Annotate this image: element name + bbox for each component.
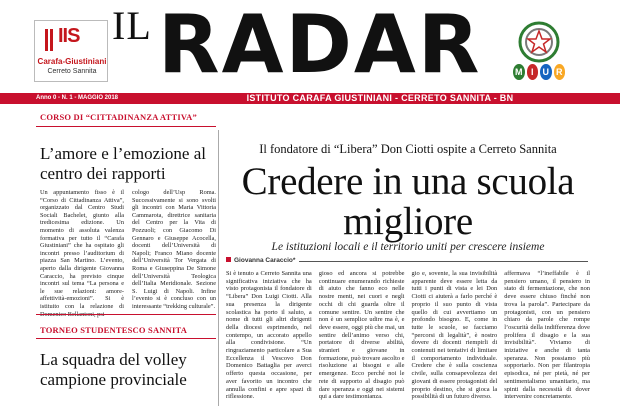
main-article-body	[226, 270, 590, 406]
article-column: gio e, sovente, la sua invisibilità apparente deve essere letta da tutti i punti di vista e lei Don Ciotti ci aiuterà a farlo perché è proprio il suo punto di vista quello di cui avvertiamo un profondo bisogno. E, come in tutte le scuole, se facciamo “percorsi di legalità”, è nostro dovere di docenti riempirli di contenuti nei tentativi di limitare il comportamento individuale. Credere che è sulla coscienza civile, sulla consapevolezza dei giovani di essere protagonisti del proprio destino, che si gioca la possibilità di un futuro diverso.	[411, 270, 498, 401]
masthead	[0, 0, 620, 93]
article-column: cologo dell’Usp Roma. Successivamente si sono svolti gli incontri con Maria Vittoria Cammarota, direttrice sanitaria del Centro per la Vita di Pozzuoli; con Giacomo Di Gennaro e Giuseppe Acocella, docenti dell’Università di Napoli; Franco Miano docente dell’Università Tor Vergata di Roma e Giuseppina De Simone dell’Università Teologica dell’Italia Meridionale. Sezione S. Luigi di Napoli. Infine l’evento si è concluso con un interessante “trekking culturale”.	[132, 189, 216, 310]
article-column: Un appuntamento fisso è il “Corso di Cittadinanza Attiva”, organizzato dal Centro Studi Sociali Bachelet, giunto alla tredicesima edizione. Un momento di assoluta valenza formativa per tutto il “Carafa Giustiniani” che ha ospitato gli incontri presso l’auditorium di piazza San Martino. L’evento, aperto dalla dirigente Giovanna Caraccio, ha previsto cinque incontri sul tema “La persona e le sue relazioni: amore-affettività-emozioni”. Si è istituito con la relazione di	[40, 189, 124, 310]
section-divider	[36, 338, 216, 339]
issue-info: Anno 0 - N. 1 - MAGGIO 2018	[36, 95, 119, 101]
school-logo[interactable]	[34, 20, 108, 82]
miur-logo	[513, 64, 565, 84]
article-headline-amore[interactable]: L’amore e l’emozione al centro dei rapporti	[40, 144, 206, 183]
main-headline[interactable]: Credere in una scuola migliore	[241, 160, 575, 243]
miur-letter: R	[554, 64, 566, 80]
article-body-amore	[40, 189, 216, 310]
article-column: Si è tenuto a Cerreto Sannita una significativa iniziativa che ha visto protagonista il fondatore di “Libera” Don Luigi Ciotti. Alla sua presenza la dirigente scolastica ha porto il saluto, a nome di tutti gli altri dirigenti della diocesi esprimendo, nel contempo, un accorato appello alla condivisione. “Un ringraziamento particolare a Sua Eccellenza il Vescovo Don Domenico Battaglia per averci offerto questa occasione, per aver favorito un incontro che annulla confini e apre spazi di riflessione.	[226, 270, 312, 401]
byline-row	[226, 258, 588, 268]
miur-letter: M	[513, 64, 525, 80]
article-subhead: Le istituzioni locali e il territorio uniti per crescere insieme	[271, 241, 545, 253]
logo-town: Cerreto Sannita	[47, 68, 97, 75]
miur-letter: I	[527, 64, 539, 80]
italian-republic-emblem-icon	[515, 20, 563, 64]
left-column	[36, 104, 216, 406]
logo-name: Carafa-Giustiniani	[37, 57, 107, 66]
article-column: affermava “l’ineffabile è il pensiero umano, il pensiero in stato di fermentazione, che non deve essere chiuso finché non trova la parola”. Partecipare da protagonisti, con un pensiero chiaro da parole che rompe l’oscurità della indifferenza dove prolifera il disagio e la sua invisibilità”. Viviamo di iniziative e anche di tanta speranza. Non possiamo più sopportarlo. Non per filantropia episodica, né per pietà, né per sentimentalismo umanitario, ma spinti dalla necessità di dover intervenire concretamente.	[504, 270, 590, 401]
byline	[226, 257, 299, 264]
byline-marker-icon	[226, 257, 231, 262]
header-ribbon	[0, 93, 620, 104]
section-divider	[36, 126, 216, 127]
school-name: ISTITUTO CARAFA GIUSTINIANI - CERRETO SANNITA - BN	[246, 93, 514, 103]
logo-mark: IIS	[58, 25, 80, 47]
article-headline-volley[interactable]: La squadra del volley campione provinciale	[40, 350, 187, 389]
article-column: gioso ed ancora si potrebbe continuare enumerando richieste di aiuto che fanno eco nelle nostre menti, nei cuori e negli occhi di chi guarda oltre il comune sentire. Un sentire che non è un semplice udire ma è, e deve essere, oggi più che mai, un sentire dell’animo verso chi, portatore di diverse abilità, stranieri e giovane in formazione, può trovare ascolto e risoluzione ai bisogni e alle emergenze. Ecco perché noi le rete di supporto al disagio può dare speranza e oggi nei sistemi qui a dare testimonianza.	[318, 270, 405, 401]
title-prefix: IL	[112, 3, 152, 48]
column-divider	[218, 130, 219, 406]
section-label-torneo: TORNEO STUDENTESCO SANNITA	[40, 325, 188, 335]
logo-icon	[45, 29, 57, 51]
section-divider	[36, 314, 216, 315]
author-name: Giovanna Caraccio*	[234, 257, 296, 264]
section-label-cittadinanza: CORSO DI “CITTADINANZA ATTIVA”	[40, 112, 197, 122]
miur-letter: U	[540, 64, 552, 80]
article-kicker: Il fondatore di “Libera” Don Ciotti ospite a Cerreto Sannita	[259, 142, 557, 156]
newspaper-title: RADAR	[158, 0, 482, 91]
